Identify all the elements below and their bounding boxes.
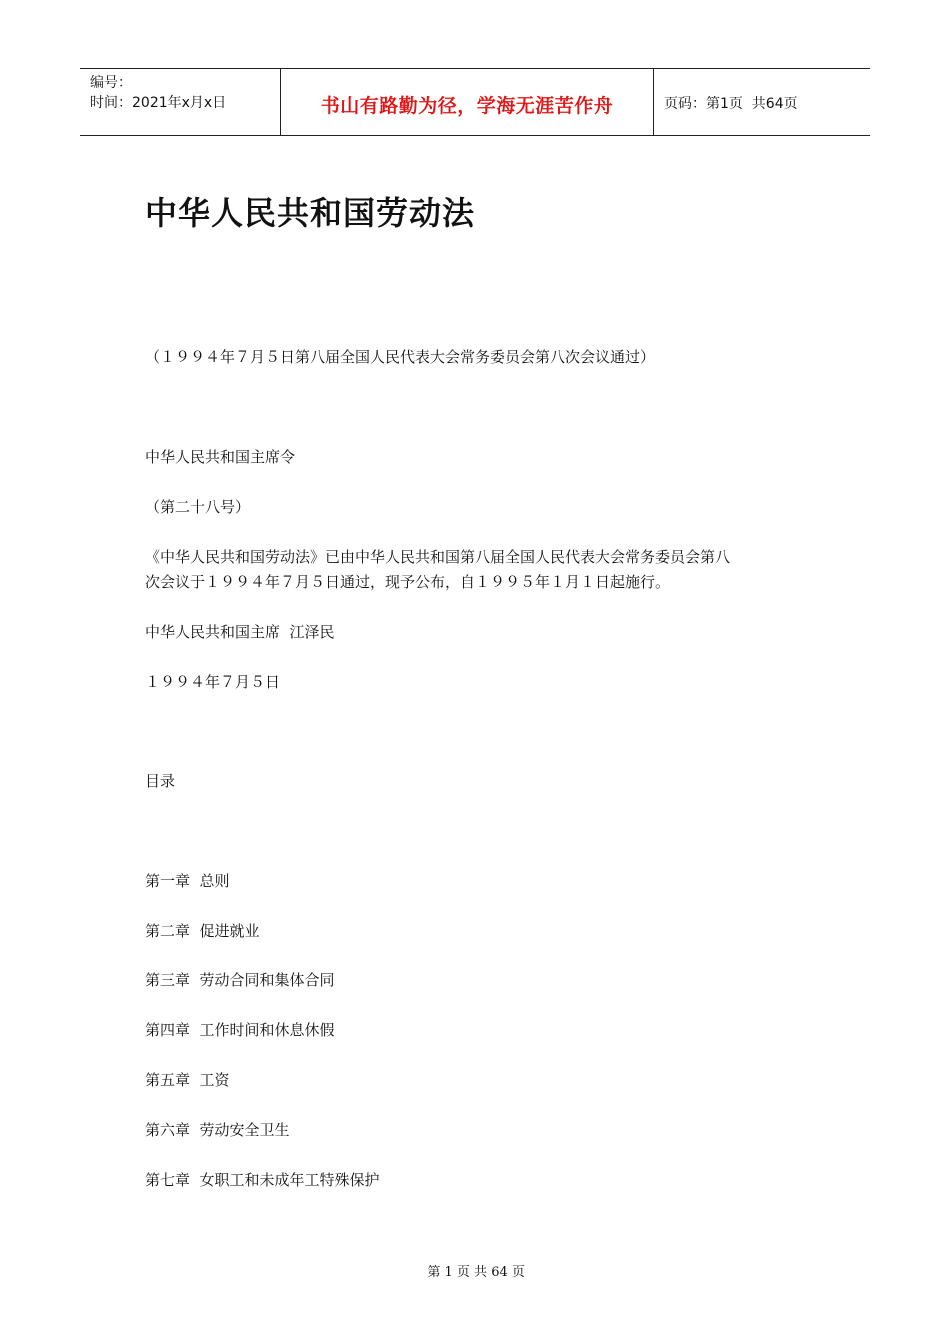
- document-time-label: 时间：2021年x月x日: [90, 95, 227, 111]
- toc-chapter-1: 第一章 总则: [145, 872, 230, 890]
- adoption-note: （１９９４年７月５日第八届全国人民代表大会常务委员会第八次会议通过）: [145, 348, 656, 366]
- footer-page-number: 第 1 页 共 64 页: [427, 1265, 525, 1280]
- signatory: 中华人民共和国主席 江泽民: [145, 623, 335, 641]
- decree-number: （第二十八号）: [145, 498, 251, 516]
- announcement-line-2: 次会议于１９９４年７月５日通过，现予公布，自１９９５年１月１日起施行。: [145, 573, 671, 591]
- document-title: 中华人民共和国劳动法: [145, 194, 476, 232]
- toc-chapter-6: 第六章 劳动安全卫生: [145, 1121, 290, 1139]
- toc-chapter-4: 第四章 工作时间和休息休假: [145, 1021, 335, 1039]
- decree-heading: 中华人民共和国主席令: [145, 448, 296, 466]
- toc-heading: 目录: [145, 772, 176, 790]
- document-number-label: 编号：: [90, 75, 132, 91]
- header-page-info: 页码：第1页 共64页: [664, 96, 798, 112]
- toc-chapter-3: 第三章 劳动合同和集体合同: [145, 971, 335, 989]
- page-header: [80, 68, 870, 136]
- toc-chapter-5: 第五章 工资: [145, 1071, 230, 1089]
- header-meta: [80, 69, 281, 135]
- toc-chapter-2: 第二章 促进就业: [145, 922, 260, 940]
- toc-chapter-7: 第七章 女职工和未成年工特殊保护: [145, 1171, 380, 1189]
- header-motto: 书山有路勤为径，学海无涯苦作舟: [281, 69, 654, 135]
- signing-date: １９９４年７月５日: [145, 673, 281, 691]
- announcement-line-1: 《中华人民共和国劳动法》已由中华人民共和国第八届全国人民代表大会常务委员会第八: [145, 548, 731, 566]
- page-footer: [0, 1246, 950, 1280]
